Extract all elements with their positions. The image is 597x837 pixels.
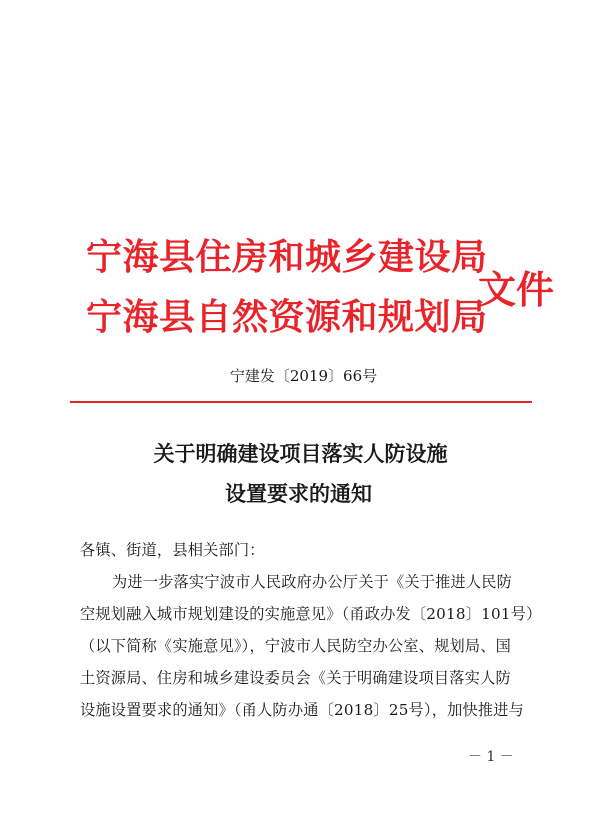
paragraph-line: 土资源局、住房和城乡建设委员会《关于明确建设项目落实人防 [80, 669, 511, 687]
document-number: 宁建发〔2019〕66号 [229, 367, 378, 385]
issuer-name-housing-bureau: 宁海县住房和城乡建设局 [86, 236, 488, 278]
paragraph-line: 空规划融入城市规划建设的实施意见》（甬政办发〔2018〕101号） [80, 605, 542, 623]
issuer-header [0, 225, 597, 355]
paragraph-line: 为进一步落实宁波市人民政府办公厅关于《关于推进人民防 [112, 573, 513, 591]
salutation: 各镇、街道，县相关部门： [80, 541, 265, 559]
page-number: － 1 － [468, 749, 514, 765]
document-type-label: 文件 [478, 267, 555, 312]
issuer-name-resources-bureau: 宁海县自然资源和规划局 [86, 296, 488, 338]
document-title-line-2: 设置要求的通知 [225, 481, 372, 506]
paragraph-line: （以下简称《实施意见》），宁波市人民防空办公室、规划局、国 [80, 637, 512, 655]
header-divider-line [70, 401, 532, 403]
document-title-line-1: 关于明确建设项目落实人防设施 [153, 441, 448, 466]
paragraph-line: 设施设置要求的通知》（甬人防办通〔2018〕25号），加快推进与 [80, 701, 525, 719]
